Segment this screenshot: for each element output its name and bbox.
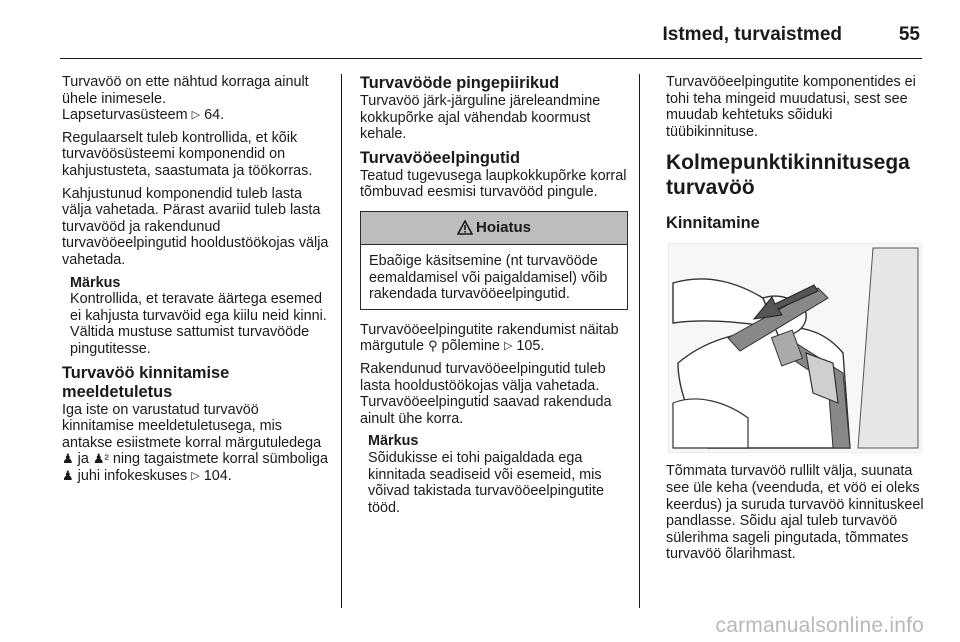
section-title: Istmed, turvaistmed (662, 24, 842, 45)
note-box (70, 275, 330, 358)
column-divider (341, 74, 342, 608)
section-heading: Turvavööde pingepiirikud (360, 74, 560, 92)
column-left (62, 74, 330, 490)
column-divider (639, 74, 640, 608)
paragraph: Turvavöö on ette nähtud korraga ainult ühele inimesele. Lapseturvasüsteem ▷ 64. (62, 74, 309, 124)
paragraph: Regulaarselt tuleb kontrollida, et kõik turvavöösüsteemi komponendid on kahjustusteta, saastumata ja töökorras. (62, 129, 313, 179)
chapter-heading: Kolmepunktikinnitusega turvavöö (666, 151, 910, 200)
page-reference[interactable]: 64. (204, 107, 225, 124)
section-heading: Kinnitamine (666, 214, 760, 233)
reference-arrow-icon: ▷ (191, 469, 200, 482)
seatbelt-reminder-icon: ♟ (62, 451, 74, 467)
paragraph: Tõmmata turvavöö rullilt välja, suunata see üle keha (veenduda, et vöö ei oleks keerdus) ja suruda turvavöö kinnituskeel pandlasse. Sõidu ajal tuleb turvavöö sülerihma sageli pingutada, tõmmates turvavöö õlarihmast. (666, 463, 924, 563)
seatbelt-illustration (668, 243, 922, 453)
paragraph: Turvavööeelpingutite rakendumist näitab märgutule ⚲ põlemine ▷ 105. (360, 321, 619, 355)
note-text: Sõidukisse ei tohi paigaldada ega kinnitada seadiseid või esemeid, mis võivad takistada turvavööeelpingutite tööd. (368, 449, 604, 516)
seatbelt-reminder-icon: ♟ (62, 467, 74, 483)
page-reference[interactable]: 105. (516, 338, 545, 355)
warning-text: Ebaõige käsitsemine (nt turvavööde eemaldamisel või paigaldamisel) võib rakendada turvavööeelpingutid. (369, 252, 608, 303)
paragraph: Turvavöö järk-järguline järeleandmine kokkupõrke ajal vähendab koormust kehale. (360, 93, 601, 143)
page-header (60, 12, 922, 59)
paragraph: Teatud tugevusega laupkokkupõrke korral tõmbuvad eesmisi turvavööd pingule. (360, 167, 627, 201)
warning-triangle-icon (457, 220, 473, 235)
note-box (368, 433, 628, 516)
reference-arrow-icon: ▷ (191, 109, 201, 122)
watermark: carmanualsonline.info (715, 614, 924, 637)
paragraph: Kahjustunud komponendid tuleb lasta välja vahetada. Pärast avariid tuleb lasta turvavööd ja rakendunud turvavööeelpingutid hooldustöökojas välja vahetada. (62, 185, 329, 268)
reference-arrow-icon: ▷ (503, 340, 513, 353)
section-heading: Turvavöö kinnitamise meeldetuletus (62, 363, 230, 401)
page-number: 55 (898, 24, 920, 45)
column-middle (360, 74, 628, 522)
section-heading: Turvavööeelpingutid (360, 148, 520, 167)
note-title: Märkus (70, 274, 121, 291)
note-title: Märkus (368, 433, 419, 450)
warning-box (360, 211, 628, 310)
note-text: Kontrollida, et teravate äärtega esemed ei kahjusta turvavöid ega kiilu neid kinni. Vältida mustuse sattumist turvavööde pingutitesse. (70, 291, 327, 357)
warning-header (361, 212, 627, 245)
page-reference[interactable]: 104. (203, 467, 232, 484)
seatbelt-reminder-2-icon: ♟² (92, 451, 109, 467)
paragraph: Turvavööeelpingutite komponentides ei tohi teha mingeid muudatusi, sest see muudab kehtetuks sõiduki tüübikinnituse. (666, 74, 916, 140)
airbag-pretensioner-icon: ⚲ (428, 338, 438, 354)
paragraph: Iga iste on varustatud turvavöö kinnitamise meeldetuletusega, mis antakse esiistmete korral märgutuledega ♟ ja ♟² ning tagaistmete korral sümboliga ♟ juhi infokeskuses ▷ 104. (62, 401, 329, 484)
column-right (666, 74, 928, 569)
paragraph: Rakendunud turvavööeelpingutid tuleb lasta hooldustöökojas välja vahetada. Turvavööeelpingutid saavad rakenduda ainult ühe korra. (360, 360, 612, 427)
warning-title: Hoiatus (475, 219, 531, 237)
